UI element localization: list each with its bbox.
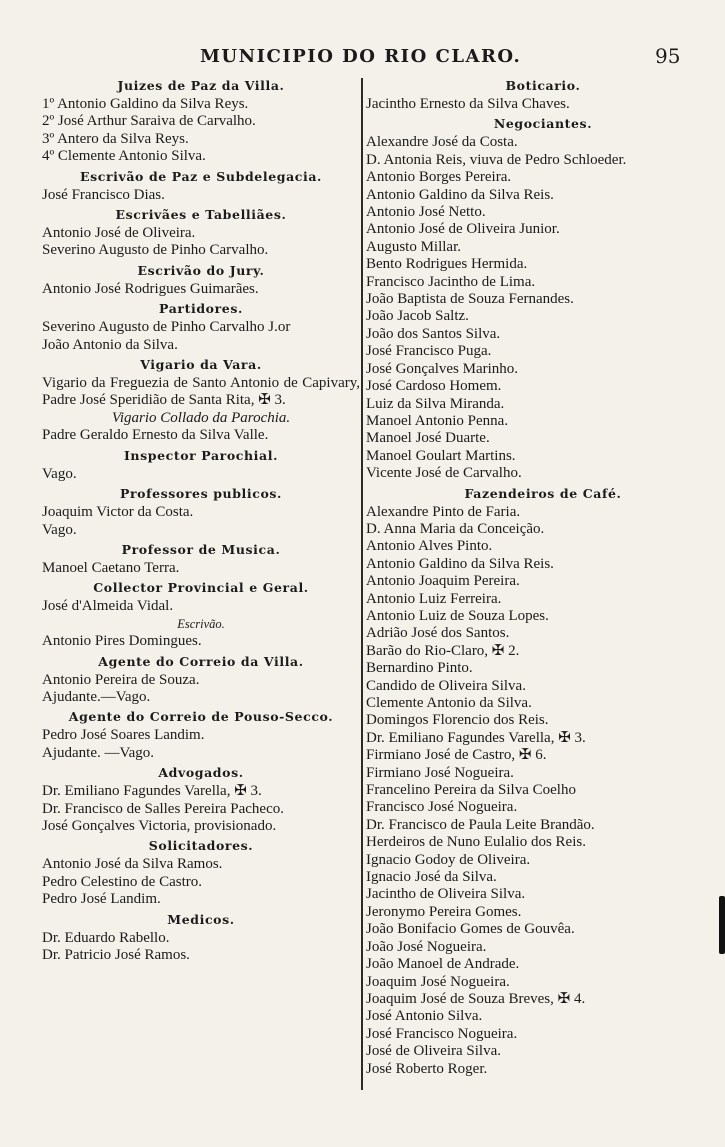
entry-line: Severino Augusto de Pinho Carvalho J.or xyxy=(42,319,291,336)
section-heading: Negociantes. xyxy=(493,116,593,132)
section xyxy=(42,837,360,908)
entry-line: Adrião José dos Santos. xyxy=(366,625,510,642)
section-heading: Agente do Correio de Pouso-Secco. xyxy=(68,709,334,725)
entry-line: Francisco Jacintho de Lima. xyxy=(366,273,536,290)
section-heading: Inspector Parochial. xyxy=(123,447,279,463)
section xyxy=(42,262,360,298)
section-heading: Solicitadores. xyxy=(148,838,254,854)
entry-line: Jeronymo Pereira Gomes. xyxy=(366,903,522,920)
section-subheading: Escrivão. xyxy=(177,616,225,631)
section xyxy=(42,579,360,650)
section xyxy=(42,300,360,354)
page-number: 95 xyxy=(655,44,681,68)
entry-line: Ignacio Godoy de Oliveira. xyxy=(366,851,531,868)
entry-line: José Francisco Dias. xyxy=(42,186,165,203)
entry-line: Bernardino Pinto. xyxy=(366,660,473,677)
section-heading: Vigario da Vara. xyxy=(140,357,262,373)
entry-line: Alexandre Pinto de Faria. xyxy=(366,503,521,520)
section xyxy=(42,485,360,539)
entry-line: Augusto Millar. xyxy=(366,238,462,255)
section-heading: Escrivães e Tabelliães. xyxy=(115,207,287,223)
section xyxy=(42,447,360,483)
page-header xyxy=(0,46,725,74)
entry-line: José d'Almeida Vidal. xyxy=(42,598,174,615)
section-subheading: Vigario Collado da Parochia. xyxy=(111,409,291,426)
section-heading: Escrivão de Paz e Subdelegacia. xyxy=(79,168,323,184)
entry-line: João Antonio da Silva. xyxy=(42,336,178,353)
entry-line: Vago. xyxy=(42,521,77,538)
binding-edge-mark xyxy=(719,896,725,954)
entry-line: Antonio Borges Pereira. xyxy=(366,169,512,186)
entry-line: Ignacio José da Silva. xyxy=(366,869,497,886)
section xyxy=(42,653,360,707)
section-heading: Collector Provincial e Geral. xyxy=(93,580,309,596)
entry-line: José Gonçalves Marinho. xyxy=(366,360,519,377)
entry-line: Luiz da Silva Miranda. xyxy=(366,395,505,412)
entry-line: Joaquim Victor da Costa. xyxy=(42,504,194,521)
entry-line: D. Antonia Reis, viuva de Pedro Schloeder. xyxy=(366,151,627,168)
entry-line: José Francisco Nogueira. xyxy=(366,1025,518,1042)
entry-line: Antonio Luiz Ferreira. xyxy=(366,590,502,607)
entry-line: Antonio José de Oliveira Junior. xyxy=(366,221,560,238)
entry-line: Alexandre José da Costa. xyxy=(366,134,518,151)
entry-line: Vigario da Freguezia de Santo Antonio de Capivary, Padre José Speridião de Santa Rita, ✠ 3. xyxy=(42,375,360,409)
entry-line: Antonio Galdino da Silva Reis. xyxy=(366,555,554,572)
entry-line: Dr. Francisco de Paula Leite Brandão. xyxy=(366,816,595,833)
entry-line: Vicente José de Carvalho. xyxy=(366,465,522,482)
entry-line: Firmiano José Nogueira. xyxy=(366,764,514,781)
entry-line: 3º Antero da Silva Reys. xyxy=(42,130,189,147)
entry-line: João Bonifacio Gomes de Gouvêa. xyxy=(366,921,575,938)
entry-line: Pedro José Soares Landim. xyxy=(42,727,205,744)
entry-line: Candido de Oliveira Silva. xyxy=(366,677,526,694)
right-column xyxy=(366,75,720,1078)
section xyxy=(42,541,360,577)
entry-line: Barão do Rio-Claro, ✠ 2. xyxy=(366,642,520,659)
entry-line: João Jacob Saltz. xyxy=(366,308,469,325)
section xyxy=(366,115,720,482)
section-heading: Professor de Musica. xyxy=(121,541,281,557)
entry-line: Joaquim José Nogueira. xyxy=(366,973,510,990)
entry-line: Francisco José Nogueira. xyxy=(366,799,518,816)
entry-line: Pedro Celestino de Castro. xyxy=(42,873,202,890)
entry-line: Dr. Eduardo Rabello. xyxy=(42,929,170,946)
entry-line: Ajudante. —Vago. xyxy=(42,744,155,761)
entry-line: João José Nogueira. xyxy=(366,938,487,955)
entry-line: Padre Geraldo Ernesto da Silva Valle. xyxy=(42,427,269,444)
entry-line: Dr. Emiliano Fagundes Varella, ✠ 3. xyxy=(42,783,262,800)
entry-line: Antonio Luiz de Souza Lopes. xyxy=(366,607,549,624)
section xyxy=(42,206,360,260)
entry-line: Firmiano José de Castro, ✠ 6. xyxy=(366,747,547,764)
section xyxy=(366,485,720,1078)
left-column xyxy=(42,75,360,964)
entry-line: Manoel José Duarte. xyxy=(366,430,490,447)
section xyxy=(42,911,360,965)
entry-line: 2º José Arthur Saraiva de Carvalho. xyxy=(42,113,256,130)
page-title: MUNICIPIO DO RIO CLARO. xyxy=(200,46,522,67)
entry-line: Antonio Galdino da Silva Reis. xyxy=(366,186,554,203)
entry-line: José de Oliveira Silva. xyxy=(366,1043,501,1060)
entry-line: Antonio José da Silva Ramos. xyxy=(42,856,223,873)
entry-line: Antonio José Rodrigues Guimarães. xyxy=(42,280,259,297)
entry-line: 1º Antonio Galdino da Silva Reys. xyxy=(42,96,249,112)
entry-line: Antonio Alves Pinto. xyxy=(366,538,493,555)
entry-line: Francelino Pereira da Silva Coelho xyxy=(366,782,576,799)
section-heading: Advogados. xyxy=(158,765,244,781)
entry-line: Antonio José Netto. xyxy=(366,204,486,221)
entry-line: Jacintho de Oliveira Silva. xyxy=(366,886,526,903)
section-heading: Fazendeiros de Café. xyxy=(464,485,622,501)
section-heading: Juizes de Paz da Villa. xyxy=(117,78,285,93)
entry-line: José Cardoso Homem. xyxy=(366,378,502,395)
entry-line: Manoel Goulart Martins. xyxy=(366,447,516,464)
section-heading: Partidores. xyxy=(159,301,243,317)
entry-line: Clemente Antonio da Silva. xyxy=(366,695,532,711)
entry-line: José Gonçalves Victoria, provisionado. xyxy=(42,817,277,834)
section-heading: Medicos. xyxy=(167,911,235,927)
entry-line: Antonio Pires Domingues. xyxy=(42,633,202,650)
entry-line: Dr. Patricio José Ramos. xyxy=(42,947,190,963)
entry-line: Ajudante.—Vago. xyxy=(42,688,151,705)
section xyxy=(42,168,360,204)
entry-line: Pedro José Landim. xyxy=(42,891,161,908)
entry-line: José Antonio Silva. xyxy=(366,1008,483,1025)
entry-line: João Manoel de Andrade. xyxy=(366,956,520,973)
entry-line: Herdeiros de Nuno Eulalio dos Reis. xyxy=(366,834,586,851)
entry-line: José Francisco Puga. xyxy=(366,343,492,360)
entry-line: Dr. Francisco de Salles Pereira Pacheco. xyxy=(42,800,284,817)
section xyxy=(42,356,360,445)
entry-line: José Roberto Roger. xyxy=(366,1060,488,1077)
section-heading: Agente do Correio da Villa. xyxy=(98,653,304,669)
section xyxy=(42,77,360,166)
entry-line: Bento Rodrigues Hermida. xyxy=(366,256,528,273)
entry-line: João Baptista de Souza Fernandes. xyxy=(366,291,574,308)
entry-line: Manoel Antonio Penna. xyxy=(366,412,509,429)
entry-line: Antonio Joaquim Pereira. xyxy=(366,573,520,590)
section xyxy=(366,77,720,113)
entry-line: Manoel Caetano Terra. xyxy=(42,559,180,576)
entry-line: Dr. Emiliano Fagundes Varella, ✠ 3. xyxy=(366,729,586,746)
entry-line: Domingos Florencio dos Reis. xyxy=(366,712,549,729)
entry-line: João dos Santos Silva. xyxy=(366,325,501,342)
section-heading: Professores publicos. xyxy=(120,486,282,502)
entry-line: Antonio Pereira de Souza. xyxy=(42,671,200,688)
entry-line: D. Anna Maria da Conceição. xyxy=(366,520,545,537)
entry-line: Joaquim José de Souza Breves, ✠ 4. xyxy=(366,990,586,1007)
column-divider xyxy=(361,78,363,1090)
entry-line: Jacintho Ernesto da Silva Chaves. xyxy=(366,96,570,112)
section-heading: Boticario. xyxy=(505,78,581,93)
entry-line: Antonio José de Oliveira. xyxy=(42,225,196,242)
entry-line: Vago. xyxy=(42,465,77,482)
section xyxy=(42,764,360,835)
entry-line: Severino Augusto de Pinho Carvalho. xyxy=(42,242,269,259)
section xyxy=(42,708,360,762)
section-heading: Escrivão do Jury. xyxy=(137,262,265,278)
entry-line: 4º Clemente Antonio Silva. xyxy=(42,148,206,165)
